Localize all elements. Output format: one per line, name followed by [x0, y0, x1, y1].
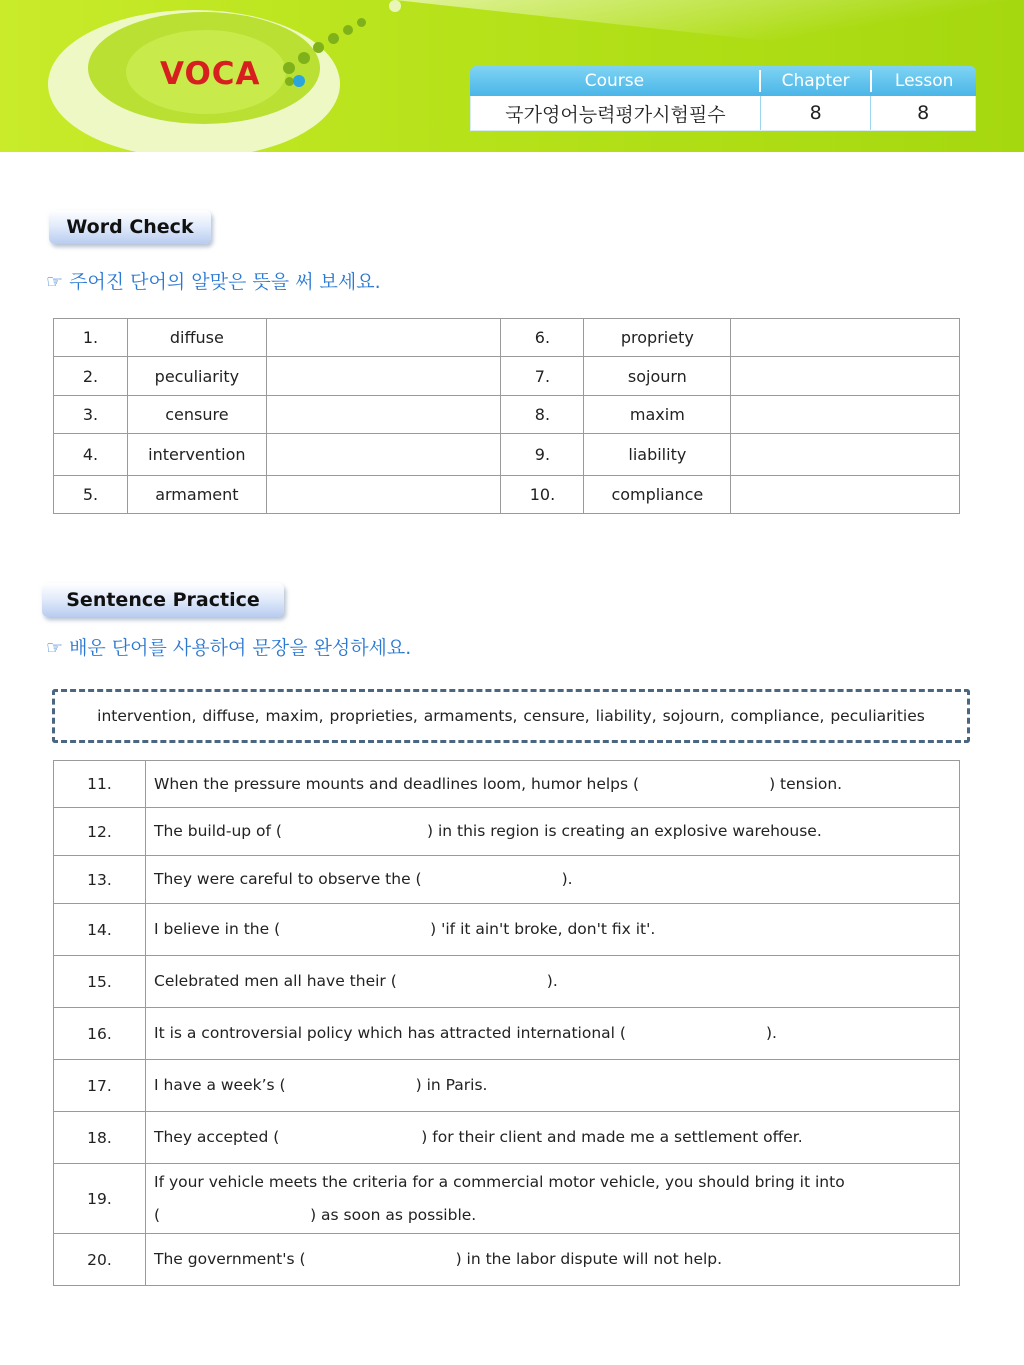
logo-dot	[328, 33, 339, 44]
sentence-before-blank: I have a week’s (	[154, 1076, 286, 1094]
logo-dot	[298, 52, 310, 64]
sentence-line	[154, 815, 959, 848]
word-number: 4.	[54, 434, 128, 476]
sentence-row	[54, 1112, 960, 1164]
sentence-line	[154, 1199, 959, 1232]
sentence-number: 14.	[54, 904, 146, 956]
sentence-line	[154, 768, 959, 801]
sentence-after-blank: ) as soon as possible.	[310, 1205, 477, 1224]
sentence-number: 19.	[54, 1164, 146, 1234]
voca-logo: VOCA	[160, 56, 261, 92]
sentence-after-blank: ) in this region is creating an explosive warehouse.	[426, 822, 822, 840]
word-number: 6.	[501, 319, 584, 357]
word-row	[54, 357, 960, 396]
sentence-text	[146, 1008, 960, 1060]
sentence-number: 12.	[54, 808, 146, 856]
sentence-line	[154, 965, 959, 998]
sentence-before-blank: When the pressure mounts and deadlines loom, humor helps (	[154, 774, 640, 793]
sentence-after-blank: ).	[561, 870, 573, 888]
logo-dot-light	[389, 0, 401, 12]
sentence-row	[54, 1008, 960, 1060]
sentence-text	[146, 856, 960, 904]
meaning-answer-cell[interactable]	[266, 476, 501, 514]
word-term: liability	[584, 434, 731, 476]
lesson-label: Lesson	[894, 71, 954, 91]
sentence-text	[146, 1164, 960, 1234]
sentence-row	[54, 808, 960, 856]
sentence-number: 15.	[54, 956, 146, 1008]
sentence-row	[54, 956, 960, 1008]
word-row	[54, 476, 960, 514]
lesson-value: 8	[917, 102, 930, 124]
word-check-table	[53, 318, 960, 514]
word-row	[54, 396, 960, 434]
logo-dot-blue	[293, 75, 305, 87]
chapter-value: 8	[809, 102, 822, 124]
word-term: intervention	[127, 434, 266, 476]
sentence-after-blank: ) 'if it ain't broke, don't fix it'.	[430, 920, 656, 938]
sentence-before-blank: They were careful to observe the (	[154, 870, 422, 888]
word-number: 10.	[501, 476, 584, 514]
sentence-after-blank: ) tension.	[769, 774, 843, 793]
word-number: 8.	[501, 396, 584, 434]
word-number: 7.	[501, 357, 584, 396]
sentence-after-blank: ).	[765, 1024, 777, 1042]
sentence-practice-instruction: ☞ 배운 단어를 사용하여 문장을 완성하세요.	[46, 637, 412, 659]
meaning-answer-cell[interactable]	[731, 476, 960, 514]
word-term: censure	[127, 396, 266, 434]
sentence-number: 17.	[54, 1060, 146, 1112]
sentence-practice-title: Sentence Practice	[42, 583, 284, 617]
sentence-before-blank: The government's (	[154, 1250, 306, 1268]
sentence-before-blank: They accepted (	[154, 1128, 280, 1146]
word-number: 5.	[54, 476, 128, 514]
sentence-after-blank: ).	[546, 972, 558, 990]
word-check-title: Word Check	[49, 210, 211, 244]
sentence-before-blank: Celebrated men all have their (	[154, 972, 397, 990]
sentence-number: 16.	[54, 1008, 146, 1060]
logo-dot	[343, 25, 353, 35]
word-term: compliance	[584, 476, 731, 514]
sentence-text	[146, 1060, 960, 1112]
word-term: sojourn	[584, 357, 731, 396]
meaning-answer-cell[interactable]	[266, 319, 501, 357]
meaning-answer-cell[interactable]	[266, 396, 501, 434]
sentence-line	[154, 1243, 959, 1276]
sentence-number: 11.	[54, 761, 146, 808]
sentence-line: If your vehicle meets the criteria for a commercial motor vehicle, you should bring it into	[154, 1172, 845, 1191]
course-info-values	[470, 96, 976, 131]
sentence-text	[146, 808, 960, 856]
logo-dot	[357, 18, 366, 27]
sentence-row	[54, 856, 960, 904]
sentence-text	[146, 1112, 960, 1164]
sentence-number: 18.	[54, 1112, 146, 1164]
sentence-text	[146, 761, 960, 808]
meaning-answer-cell[interactable]	[731, 396, 960, 434]
word-term: diffuse	[127, 319, 266, 357]
meaning-answer-cell[interactable]	[266, 357, 501, 396]
word-number: 3.	[54, 396, 128, 434]
sentence-after-blank: ) for their client and made me a settlement offer.	[421, 1128, 803, 1146]
sentence-line	[154, 1121, 959, 1154]
course-value: 국가영어능력평가시험필수	[505, 103, 726, 126]
header-light-sweep	[395, 0, 1024, 70]
sentence-row	[54, 761, 960, 808]
meaning-answer-cell[interactable]	[731, 319, 960, 357]
sentence-row	[54, 1164, 960, 1234]
word-term: maxim	[584, 396, 731, 434]
word-number: 2.	[54, 357, 128, 396]
word-check-instruction: ☞ 주어진 단어의 알맞은 뜻을 써 보세요.	[46, 271, 381, 293]
meaning-answer-cell[interactable]	[731, 357, 960, 396]
sentence-text	[146, 904, 960, 956]
sentence-practice-table	[53, 760, 960, 1286]
sentence-text	[146, 1234, 960, 1286]
course-info-header	[470, 66, 976, 96]
word-number: 1.	[54, 319, 128, 357]
sentence-before-blank: The build-up of (	[154, 822, 282, 840]
sentence-before-blank: (	[154, 1205, 161, 1224]
meaning-answer-cell[interactable]	[266, 434, 501, 476]
word-row	[54, 319, 960, 357]
sentence-line	[154, 863, 959, 896]
page-header	[0, 0, 1024, 152]
sentence-number: 20.	[54, 1234, 146, 1286]
word-row	[54, 434, 960, 476]
word-bank-text: intervention, diffuse, maxim, proprieties, armaments, censure, liability, sojourn, compliance, peculiarities	[97, 707, 925, 725]
sentence-before-blank: It is a controversial policy which has attracted international (	[154, 1024, 626, 1042]
sentence-line	[154, 1017, 959, 1050]
sentence-before-blank: I believe in the (	[154, 920, 281, 938]
sentence-text	[146, 956, 960, 1008]
sentence-number: 13.	[54, 856, 146, 904]
word-bank-box	[52, 689, 970, 743]
word-term: propriety	[584, 319, 731, 357]
logo-dot	[283, 62, 295, 74]
word-term: peculiarity	[127, 357, 266, 396]
course-info-table	[470, 66, 976, 132]
word-term: armament	[127, 476, 266, 514]
sentence-line	[154, 1069, 959, 1102]
course-label: Course	[584, 71, 645, 91]
sentence-row	[54, 1060, 960, 1112]
sentence-line	[154, 913, 959, 946]
word-number: 9.	[501, 434, 584, 476]
chapter-label: Chapter	[781, 71, 850, 91]
sentence-row	[54, 904, 960, 956]
sentence-row	[54, 1234, 960, 1286]
logo-dot	[313, 42, 324, 53]
sentence-after-blank: ) in Paris.	[415, 1076, 488, 1094]
sentence-after-blank: ) in the labor dispute will not help.	[455, 1250, 723, 1268]
meaning-answer-cell[interactable]	[731, 434, 960, 476]
